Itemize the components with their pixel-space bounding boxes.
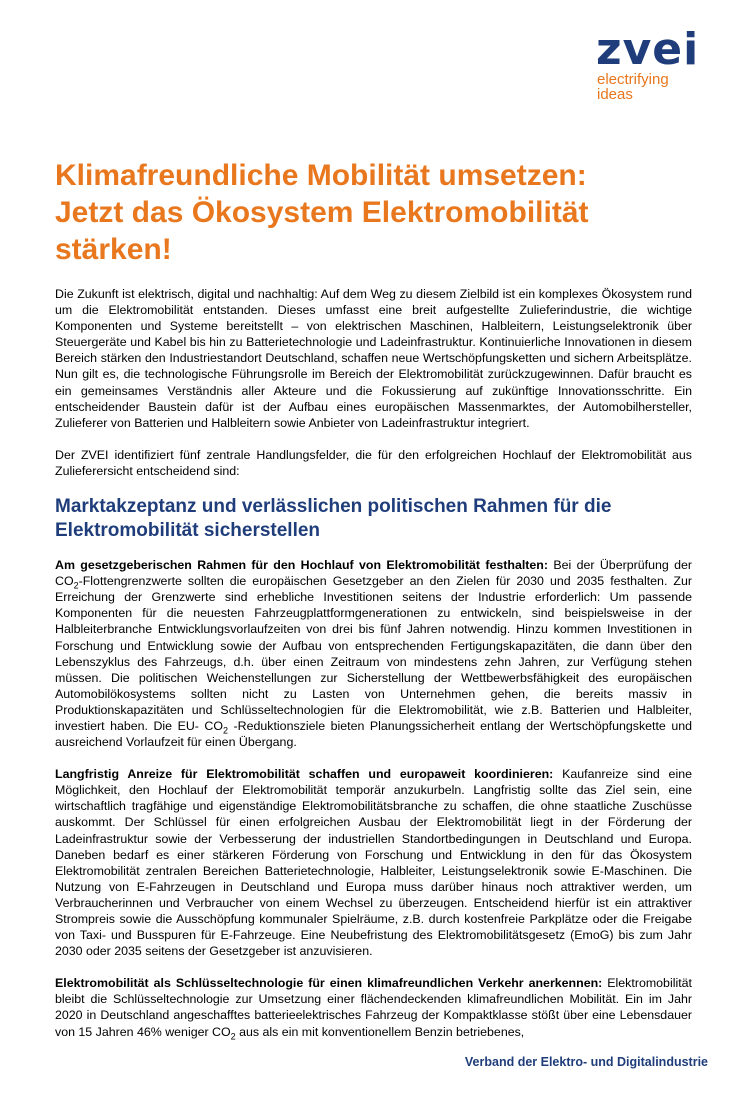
title-line-2: Jetzt das Ökosystem Elektromobilität bbox=[55, 196, 589, 229]
logo-tagline-1: electrifying bbox=[597, 71, 669, 88]
intro-paragraph-2: Der ZVEI identifiziert fünf zentrale Handlungsfelder, die für den erfolgreichen Hochlauf der Elektromobilität aus Zulieferersicht entscheidend sind: bbox=[55, 447, 692, 478]
paragraph-text: aus als ein mit konventionellem Benzin betriebenes, bbox=[235, 1024, 525, 1039]
paragraph-incentives bbox=[55, 766, 692, 959]
subscript-2: 2 bbox=[223, 725, 229, 736]
subscript-2: 2 bbox=[230, 1031, 236, 1042]
paragraph-text: Bei der Überprüfung der CO bbox=[55, 558, 692, 589]
zvei-logo bbox=[590, 24, 710, 103]
paragraph-lead: Elektromobilität als Schlüsseltechnologie für einen klimafreundlichen Verkehr anerkennen: bbox=[55, 976, 603, 991]
logo-wordmark: zvei bbox=[596, 24, 700, 75]
subscript-2: 2 bbox=[73, 580, 79, 591]
title-line-3: stärken! bbox=[55, 233, 172, 266]
paragraph-text: Elektromobilität bleibt die Schlüsseltechnologie zur Umsetzung einer flächendeckenden klimafreundlichen Mobilität. Ein im Jahr 2020 in Deutschland angeschafftes batterieelektrisches Fahrzeug der Kompaktklasse stößt über eine Lebensdauer von 15 Jahren 46% weniger CO bbox=[55, 976, 692, 1039]
document-body bbox=[55, 286, 692, 1040]
paragraph-text: -Flottengrenzwerte sollten die europäischen Gesetzgeber an den Zielen für 2030 und 2035 festhalten. Zur Erreichung der Grenzwerte sind erhebliche Investitionen seitens der Industrie erforderlich: Um passende Komponenten für die neuesten Fahrzeugplattformgenerationen zu entwickeln, sind beispielsweise in der Halbleiterbranche Entwicklungsvorlaufzeiten von drei bis fünf Jahren notwendig. Hinzu kommen Investitionen in Forschung und Entwicklung sowie der Aufbau von entsprechenden Fertigungskapazitäten, die dann über den Lebenszyklus des Fahrzeugs, d.h. über einen Zeitraum von mindestens zehn Jahren, zur Verfügung stehen müssen. Die politischen Weichenstellungen zur Sicherstellung der Wettbewerbsfähigkeit des europäischen Automobilökosystems sollten nicht zu Lasten von Unternehmen gehen, die bereits massiv in Produktionskapazitäten und Schlüsseltechnologien für die Elektromobilität, wie z.B. Batterien und Halbleiter, investiert haben. Die EU- CO bbox=[55, 574, 692, 733]
paragraph-co2-framework bbox=[55, 557, 692, 750]
section-heading: Marktakzeptanz und verlässlichen politischen Rahmen für die Elektromobilität sicherstellen bbox=[55, 496, 612, 542]
document-title bbox=[55, 157, 695, 268]
paragraph-lead: Langfristig Anreize für Elektromobilität schaffen und europaweit koordinieren: bbox=[55, 767, 554, 782]
paragraph-text: -Reduktionsziele bieten Planungssicherheit entlang der Wertschöpfungskette und ausreichend Vorlaufzeit für einen Übergang. bbox=[55, 718, 693, 750]
logo-tagline-2: ideas bbox=[597, 86, 633, 103]
page-footer: Verband der Elektro- und Digitalindustrie bbox=[464, 1055, 708, 1069]
title-line-1: Klimafreundliche Mobilität umsetzen: bbox=[55, 159, 587, 192]
paragraph-key-technology bbox=[55, 975, 692, 1042]
paragraph-lead: Am gesetzgeberischen Rahmen für den Hochlauf von Elektromobilität festhalten: bbox=[55, 558, 549, 573]
intro-paragraph-1: Die Zukunft ist elektrisch, digital und nachhaltig: Auf dem Weg zu diesem Zielbild ist ein komplexes Ökosystem rund um die Elektromobilität entstanden. Dieses umfasst eine breit aufgestellte Zulieferindustrie, die wichtige Komponenten und Systeme bereitstellt – von elektrischen Maschinen, Halbleitern, Leistungselektronik über Steuergeräte und Kabel bis hin zu Batterietechnologie und Ladeinfrastruktur. Kontinuierliche Innovationen in diesem Bereich stärken den Industriestandort Deutschland, schaffen neue Wertschöpfungsketten und sichern Arbeitsplätze. Nun gilt es, die technologische Führungsrolle im Bereich der Elektromobilität zurückzugewinnen. Dafür braucht es ein gemeinsames Verständnis aller Akteure und die Fokussierung auf zukünftige Innovationsschritte. Ein entscheidender Baustein dafür ist der Aufbau eines europäischen Massenmarktes, der Automobilhersteller, Zulieferer von Batterien und Halbleitern sowie Anbieter von Ladeinfrastruktur integriert. bbox=[55, 287, 692, 430]
paragraph-text: Kaufanreize sind eine Möglichkeit, den Hochlauf der Elektromobilität temporär anzukurbeln. Langfristig sollte das Ziel sein, eine wirtschaftlich tragfähige und eigenständige Elektromobilitätsbranche zu schaffen, die ohne staatliche Zuschüsse auskommt. Der Schlüssel für einen erfolgreichen Ausbau der Elektromobilität liegt in der Förderung der Ladeinfrastruktur sowie der Verbesserung der industriellen Standortbedingungen in Deutschland und Europa. Daneben bedarf es einer stärkeren Förderung von Forschung und Entwicklung in den für das Ökosystem Elektromobilität zentralen Bereichen Batterietechnologie, Halbleiter, Leistungselektronik sowie E-Maschinen. Die Nutzung von E-Fahrzeugen in Deutschland und Europa muss darüber hinaus noch attraktiver werden, um Verbraucherinnen und Verbraucher von einem Wechsel zu überzeugen. Entscheidend hierfür ist ein attraktiver Strompreis sowie die Ausschöpfung kommunaler Spielräume, z.B. durch kostenfreie Parkplätze oder die Freigabe von Taxi- und Busspuren für E-Fahrzeuge. Eine Neubefristung des Elektromobilitätsgesetz (EmoG) bis zum Jahr 2030 oder 2035 seitens der Gesetzgeber ist anzuvisieren. bbox=[55, 767, 692, 959]
